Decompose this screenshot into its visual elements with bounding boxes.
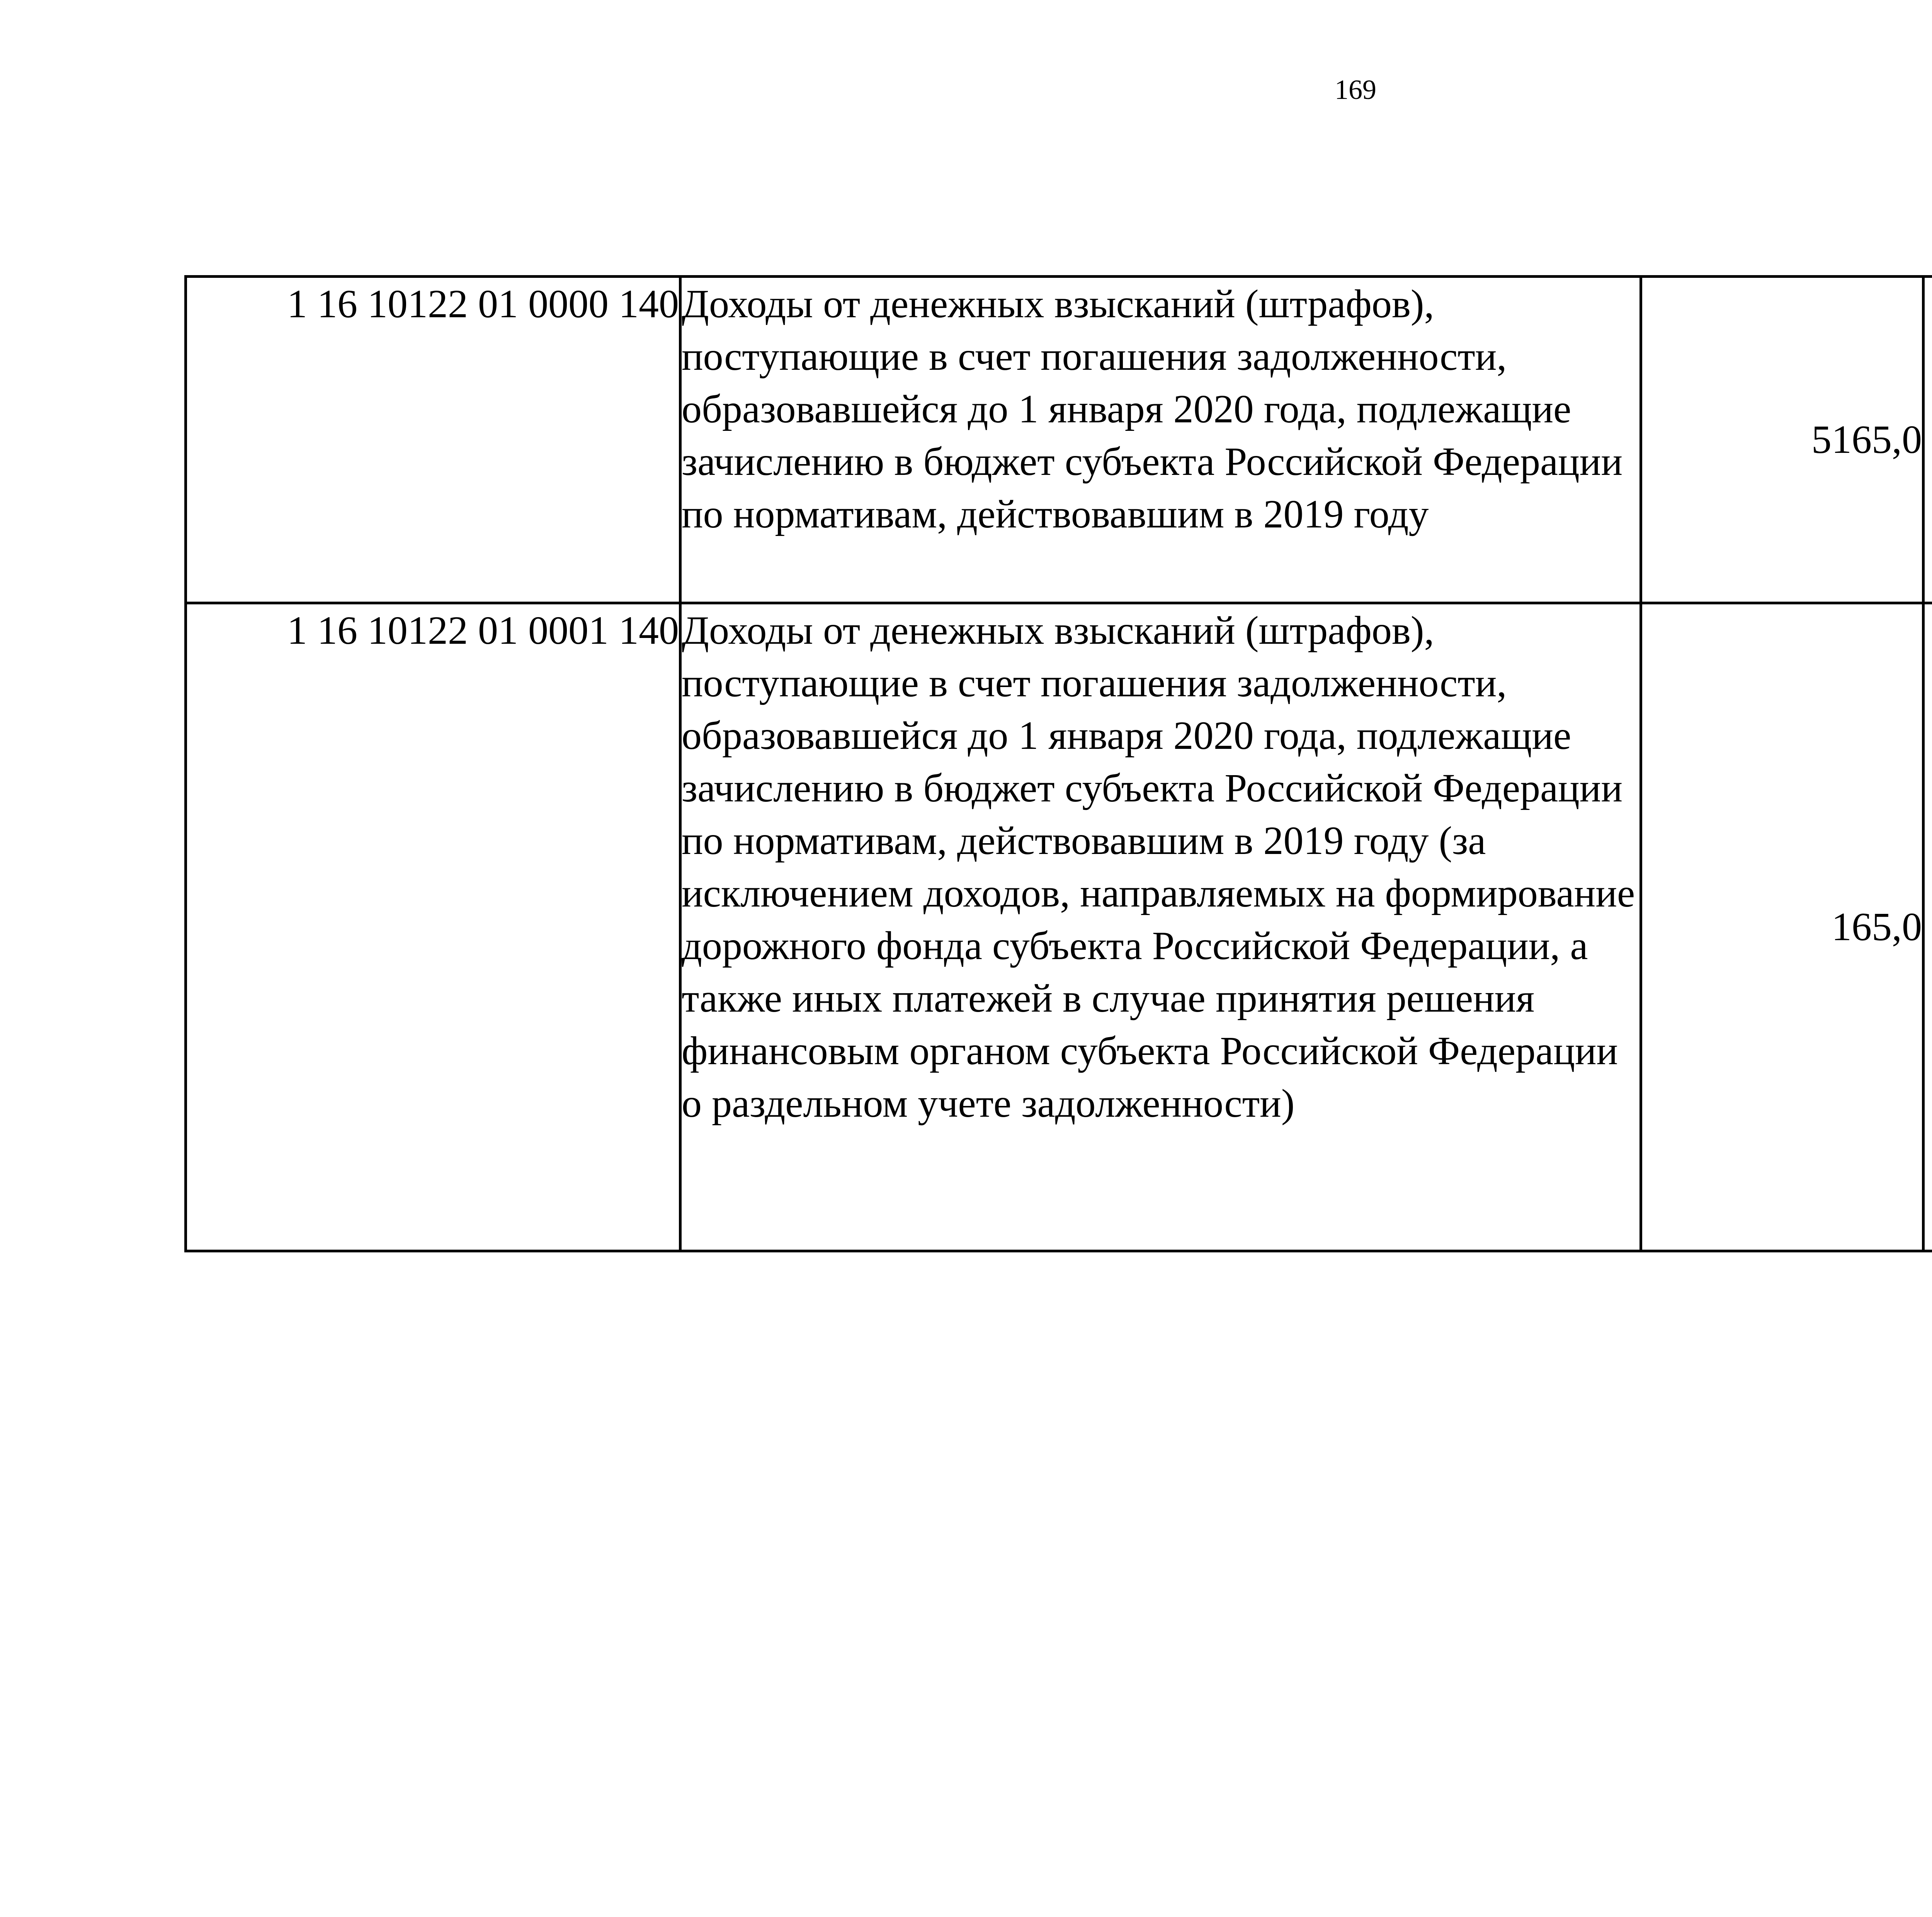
value-cell-year-2 [1923, 277, 1932, 603]
budget-code-cell: 1 16 10122 01 0001 140 [186, 603, 680, 1251]
description-cell: Доходы от денежных взысканий (штрафов), поступающие в счет погашения задолженности, образовавшейся до 1 января 2020 года, подлежащие зачислению в бюджет субъекта Российской Федерации по нормативам, действовавшим в 2019 году [680, 277, 1641, 603]
table-row [186, 603, 1932, 1251]
page-number: 169 [1335, 74, 1376, 105]
budget-revenue-table [184, 275, 1932, 1252]
value-cell-year-2 [1923, 603, 1932, 1251]
budget-code-cell: 1 16 10122 01 0000 140 [186, 277, 680, 603]
description-cell: Доходы от денежных взысканий (штрафов), поступающие в счет погашения задолженности, образовавшейся до 1 января 2020 года, подлежащие зачислению в бюджет субъекта Российской Федерации по нормативам, действовавшим в 2019 году (за исключением доходов, направляемых на формирование дорожного фонда субъекта Российской Федерации, а также иных платежей в случае принятия решения финансовым органом субъекта Российской Федерации о раздельном учете задолженности) [680, 603, 1641, 1251]
value-cell-year-1: 5165,0 [1641, 277, 1923, 603]
table-row [186, 277, 1932, 603]
value-cell-year-1: 165,0 [1641, 603, 1923, 1251]
